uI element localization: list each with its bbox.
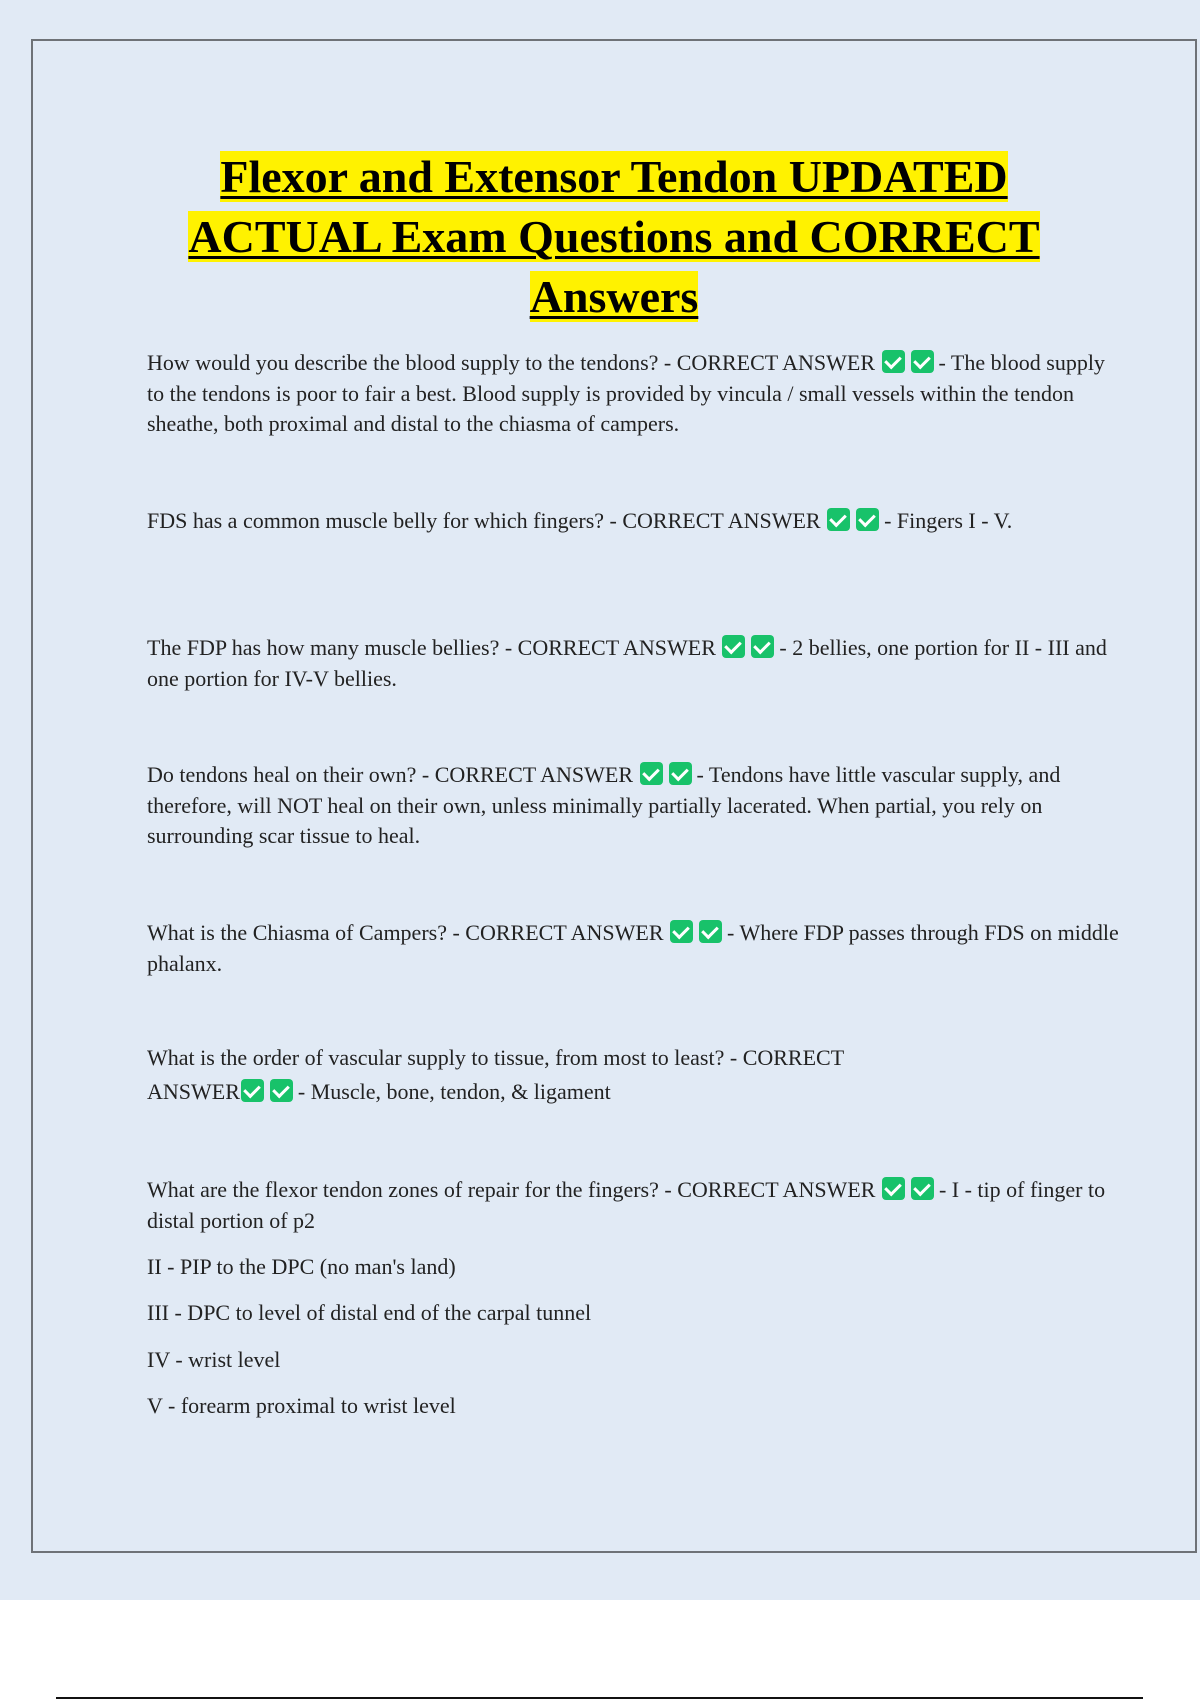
check-icon <box>911 1177 934 1200</box>
qa-item-4 <box>147 760 1122 852</box>
title-line-3: Answers <box>529 271 699 322</box>
answer: - Fingers I - <box>884 508 989 533</box>
question: What is the Chiasma of Campers? - CORRECT ANSWER <box>147 920 664 945</box>
answer: - Muscle, bone, tendon, & ligament <box>297 1079 611 1104</box>
answer-continued: blood supply to the tendons is poor to fair a best. Blood supply is provided by vincula / small vessels within the tendon sheathe, both proximal and distal to the chiasma of campers. <box>147 350 1105 436</box>
check-icon <box>640 762 663 785</box>
check-icon <box>270 1079 293 1102</box>
zone-item: IV - wrist level <box>147 1347 281 1372</box>
answer-continued: V. <box>993 508 1013 533</box>
qa-item-2 <box>147 506 1122 537</box>
answer-continued: of finger to distal portion of p2 <box>147 1177 1106 1233</box>
zone-item: III - DPC to level of distal end of the carpal tunnel <box>147 1300 592 1325</box>
question: What are the flexor tendon zones of repair for the fingers? - CORRECT ANSWER <box>147 1177 876 1202</box>
question: The FDP has how many muscle bellies? - CORRECT ANSWER <box>147 635 716 660</box>
document-title <box>33 147 1195 327</box>
title-line-1: Flexor and Extensor Tendon UPDATED <box>220 151 1008 202</box>
answer-continued: FDS on middle phalanx. <box>147 920 1119 976</box>
check-icon <box>699 920 722 943</box>
check-icon <box>722 635 745 658</box>
question: What is the order of vascular supply to tissue, from most to least? - CORRECT <box>147 1045 845 1070</box>
zone-item: II - PIP to the DPC (no man's land) <box>147 1254 456 1279</box>
question: How would you describe the blood supply to the tendons? - CORRECT ANSWER <box>147 350 875 375</box>
check-icon <box>911 350 934 373</box>
footer-divider <box>56 1697 1143 1699</box>
check-icon <box>241 1079 264 1102</box>
check-icon <box>670 920 693 943</box>
answer: - Where FDP passes through <box>727 920 979 945</box>
question: Do tendons heal on their own? - CORRECT ANSWER <box>147 762 633 787</box>
zone-item: V - forearm proximal to wrist level <box>147 1393 456 1418</box>
document-page <box>31 39 1197 1553</box>
answer-continued: supply, and therefore, will NOT heal on their own, unless minimally partially lacerated. When partial, you rely on surrounding scar tissue to heal. <box>147 762 1061 848</box>
question-continued: ANSWER <box>147 1079 240 1104</box>
answer-continued: for II - III and one portion for IV-V bellies. <box>147 635 1107 691</box>
answer: - Tendons have little vascular <box>696 762 955 787</box>
qa-item-5 <box>147 918 1122 979</box>
check-icon <box>827 508 850 531</box>
check-icon <box>882 350 905 373</box>
question: FDS has a common muscle belly for which fingers? - CORRECT ANSWER <box>147 508 821 533</box>
qa-item-6 <box>147 1041 1122 1109</box>
check-icon <box>882 1177 905 1200</box>
title-line-2: ACTUAL Exam Questions and CORRECT <box>188 211 1040 262</box>
qa-item-7 <box>147 1175 1122 1236</box>
qa-item-3 <box>147 633 1122 694</box>
answer: - I - tip <box>938 1177 1001 1202</box>
answer: - The <box>938 350 986 375</box>
check-icon <box>856 508 879 531</box>
qa-item-1 <box>147 348 1122 440</box>
check-icon <box>751 635 774 658</box>
check-icon <box>669 762 692 785</box>
answer: - 2 bellies, one portion <box>779 635 978 660</box>
